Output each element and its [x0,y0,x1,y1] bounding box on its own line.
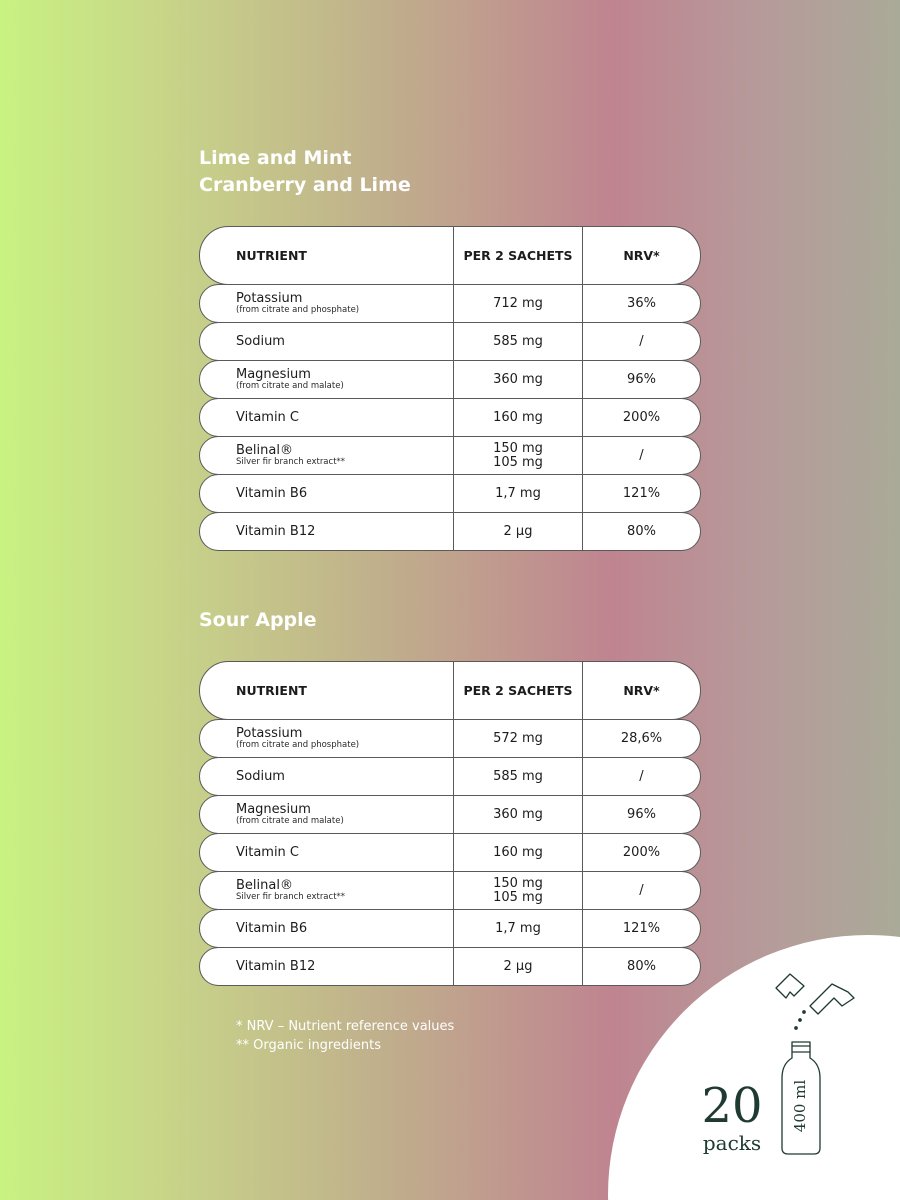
nutrient-cell [200,872,453,909]
table-row [199,512,701,551]
amount-value: 585 mg [493,768,543,784]
footnote-organic: ** Organic ingredients [236,1038,381,1053]
nrv-cell: / [582,323,700,360]
nutrient-source: (from citrate and phosphate) [236,305,360,315]
amount-cell [453,872,582,909]
section-title-lime-cranberry [199,145,411,199]
bottle-volume-text: 400 ml [791,1079,810,1133]
nutrient-name: Potassium [236,726,303,741]
amount-cell [453,437,582,474]
nrv-cell: / [582,872,700,909]
nutrient-name: Vitamin B12 [236,958,316,974]
amount-value: 1,7 mg [495,920,541,936]
amount-cell [453,323,582,360]
amount-cell [453,910,582,947]
bottle-icon [770,968,860,1158]
nutrient-cell [200,513,453,550]
header-nrv: NRV* [582,227,700,284]
nrv-cell: / [582,437,700,474]
sachet-icon [776,974,804,998]
nutrition-table-lime-cranberry [199,226,701,551]
table-row [199,947,701,986]
table-row [199,909,701,948]
nutrient-name: Belinal® [236,878,293,893]
nutrient-name: Magnesium [236,367,311,382]
nrv-cell: 96% [582,796,700,833]
section-title-sour-apple [199,607,317,634]
amount-value: 105 mg [493,889,543,905]
nutrient-name: Vitamin B6 [236,920,308,936]
table-row [199,833,701,872]
nrv-cell: 36% [582,285,700,322]
footnote-nrv: * NRV – Nutrient reference values [236,1019,455,1034]
amount-value: 585 mg [493,333,543,349]
amount-value: 2 µg [503,958,533,974]
section-title-line: Cranberry and Lime [199,174,411,196]
nrv-cell: 200% [582,399,700,436]
amount-cell [453,796,582,833]
pack-count-unit: packs [702,1131,762,1155]
table-row [199,757,701,796]
nrv-cell: 121% [582,475,700,512]
table-header-row [199,226,701,285]
amount-value: 160 mg [493,409,543,425]
nrv-cell: / [582,758,700,795]
nrv-cell: 96% [582,361,700,398]
pack-count-number: 20 [701,1078,763,1134]
nutrient-name: Sodium [236,333,285,349]
nutrient-source: (from citrate and malate) [236,381,344,391]
amount-value: 712 mg [493,295,543,311]
table-row [199,398,701,437]
nutrient-cell [200,834,453,871]
table-row [199,871,701,910]
nutrient-cell [200,399,453,436]
amount-value: 150 mg [493,440,543,456]
amount-cell [453,834,582,871]
nutrient-source: (from citrate and malate) [236,816,344,826]
nutrient-cell [200,437,453,474]
nutrient-source: Silver fir branch extract** [236,457,346,467]
header-nutrient: NUTRIENT [236,247,307,263]
nrv-cell: 121% [582,910,700,947]
nrv-cell: 28,6% [582,720,700,757]
amount-cell [453,720,582,757]
amount-cell [453,475,582,512]
nutrient-cell [200,475,453,512]
nutrient-name: Sodium [236,768,285,784]
pack-count [700,1080,764,1154]
nutrient-source: (from citrate and phosphate) [236,740,360,750]
section-title-line: Sour Apple [199,609,317,631]
nutrient-cell [200,285,453,322]
amount-value: 360 mg [493,806,543,822]
table-header-row [199,661,701,720]
nutrient-name: Magnesium [236,802,311,817]
nutrient-cell [200,910,453,947]
amount-value: 160 mg [493,844,543,860]
amount-cell [453,399,582,436]
nutrition-table-sour-apple [199,661,701,986]
nutrient-cell [200,323,453,360]
nutrient-cell [200,361,453,398]
nutrient-name: Vitamin C [236,409,300,425]
table-row [199,360,701,399]
nrv-cell: 80% [582,513,700,550]
nutrient-cell [200,720,453,757]
amount-value: 360 mg [493,371,543,387]
nutrient-name: Vitamin C [236,844,300,860]
sachet-icon [810,984,854,1014]
table-row [199,474,701,513]
nutrient-name: Potassium [236,291,303,306]
footnotes [236,1017,454,1055]
nutrient-cell [200,948,453,985]
header-nutrient: NUTRIENT [236,682,307,698]
amount-value: 105 mg [493,454,543,470]
header-per-2-sachets: PER 2 SACHETS [453,662,582,719]
amount-value: 1,7 mg [495,485,541,501]
nutrient-name: Vitamin B6 [236,485,308,501]
header-per-2-sachets: PER 2 SACHETS [453,227,582,284]
amount-cell [453,513,582,550]
amount-cell [453,948,582,985]
nutrient-cell [200,758,453,795]
table-row [199,795,701,834]
nrv-cell: 200% [582,834,700,871]
amount-cell [453,758,582,795]
amount-value: 2 µg [503,523,533,539]
amount-value: 572 mg [493,730,543,746]
section-title-line: Lime and Mint [199,147,352,169]
nutrient-name: Vitamin B12 [236,523,316,539]
table-row [199,436,701,475]
header-nrv: NRV* [582,662,700,719]
nrv-cell: 80% [582,948,700,985]
bottle-volume-label [787,1075,813,1137]
table-row [199,719,701,758]
table-row [199,284,701,323]
amount-cell [453,361,582,398]
nutrient-name: Belinal® [236,443,293,458]
nutrient-cell [200,796,453,833]
table-row [199,322,701,361]
amount-value: 150 mg [493,875,543,891]
amount-cell [453,285,582,322]
nutrient-source: Silver fir branch extract** [236,892,346,902]
